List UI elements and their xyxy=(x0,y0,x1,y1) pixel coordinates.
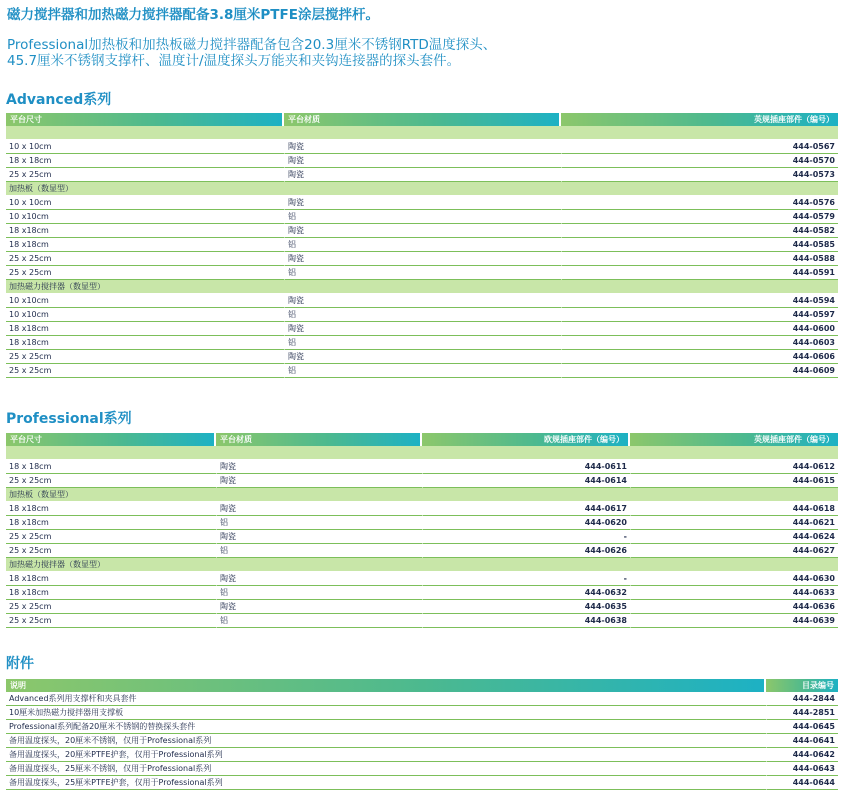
cell-size: 25 x 25cm xyxy=(6,168,284,182)
cell-code: 444-0582 xyxy=(561,224,838,238)
table-row xyxy=(6,322,838,336)
cell-uk-code: 444-0627 xyxy=(630,544,838,558)
professional-section-title: Professional系列 xyxy=(6,411,132,427)
col-header-uk-code: 英规插座部件（编号） xyxy=(630,433,838,446)
table-row xyxy=(6,544,838,558)
table-header-row xyxy=(6,433,838,446)
group-label-stirrer: 加热磁力搅拌器（数显型） xyxy=(6,280,838,294)
table-row xyxy=(6,776,838,790)
intro-line-1: 磁力搅拌器和加热磁力搅拌器配备3.8厘米PTFE涂层搅拌杆。 xyxy=(7,7,379,23)
cell-uk-code: 444-0630 xyxy=(630,572,838,586)
cell-size: 18 x18cm xyxy=(6,586,216,600)
cell-code: 444-0643 xyxy=(766,762,838,776)
cell-material: 陶瓷 xyxy=(284,154,561,168)
cell-material: 铝 xyxy=(216,586,422,600)
accessories-section-title: 附件 xyxy=(6,656,34,672)
cell-uk-code: 444-0633 xyxy=(630,586,838,600)
col-header-material: 平台材质 xyxy=(216,433,422,446)
cell-eu-code: - xyxy=(422,530,630,544)
table-header-row xyxy=(6,113,838,126)
table-row xyxy=(6,530,838,544)
cell-eu-code: 444-0617 xyxy=(422,502,630,516)
table-row xyxy=(6,294,838,308)
table-row xyxy=(6,252,838,266)
table-row xyxy=(6,336,838,350)
cell-material: 铝 xyxy=(216,544,422,558)
cell-size: 18 x 18cm xyxy=(6,154,284,168)
cell-material: 铝 xyxy=(284,308,561,322)
cell-size: 25 x 25cm xyxy=(6,614,216,628)
cell-size: 25 x 25cm xyxy=(6,252,284,266)
cell-code: 444-0591 xyxy=(561,266,838,280)
intro-line-2: Professional加热板和加热板磁力搅拌器配备包含20.3厘米不锈钢RTD温度探头、 xyxy=(7,37,497,53)
cell-material: 陶瓷 xyxy=(216,530,422,544)
cell-code: 444-0644 xyxy=(766,776,838,790)
cell-size: 18 x18cm xyxy=(6,224,284,238)
table-row xyxy=(6,364,838,378)
cell-size: 10 x 10cm xyxy=(6,140,284,154)
col-header-material: 平台材质 xyxy=(284,113,561,126)
cell-material: 陶瓷 xyxy=(216,600,422,614)
cell-code: 444-0597 xyxy=(561,308,838,322)
cell-code: 444-0567 xyxy=(561,140,838,154)
table-row xyxy=(6,460,838,474)
table-row xyxy=(6,266,838,280)
cell-code: 444-0642 xyxy=(766,748,838,762)
cell-size: 25 x 25cm xyxy=(6,530,216,544)
table-row xyxy=(6,210,838,224)
group-label-stirrer: 加热磁力搅拌器（数显型） xyxy=(6,558,838,572)
cell-size: 18 x18cm xyxy=(6,516,216,530)
table-row xyxy=(6,720,838,734)
cell-code: 444-0606 xyxy=(561,350,838,364)
cell-material: 陶瓷 xyxy=(284,224,561,238)
cell-size: 25 x 25cm xyxy=(6,266,284,280)
group-label-row xyxy=(6,488,838,502)
table-row xyxy=(6,614,838,628)
cell-code: 444-0588 xyxy=(561,252,838,266)
cell-material: 陶瓷 xyxy=(284,322,561,336)
cell-size: 25 x 25cm xyxy=(6,474,216,488)
cell-uk-code: 444-0636 xyxy=(630,600,838,614)
cell-code: 444-2844 xyxy=(766,692,838,706)
cell-material: 陶瓷 xyxy=(284,196,561,210)
cell-eu-code: - xyxy=(422,572,630,586)
advanced-table xyxy=(6,113,838,378)
cell-size: 25 x 25cm xyxy=(6,364,284,378)
cell-material: 铝 xyxy=(216,614,422,628)
table-row xyxy=(6,762,838,776)
cell-material: 铝 xyxy=(284,266,561,280)
cell-eu-code: 444-0614 xyxy=(422,474,630,488)
cell-size: 25 x 25cm xyxy=(6,350,284,364)
cell-material: 陶瓷 xyxy=(216,502,422,516)
cell-description: 备用温度探头，25厘米不锈钢，仅用于Professional系列 xyxy=(6,762,766,776)
cell-material: 铝 xyxy=(216,516,422,530)
cell-uk-code: 444-0612 xyxy=(630,460,838,474)
cell-size: 18 x18cm xyxy=(6,572,216,586)
col-header-size: 平台尺寸 xyxy=(6,433,216,446)
cell-eu-code: 444-0626 xyxy=(422,544,630,558)
table-row xyxy=(6,692,838,706)
cell-code: 444-0585 xyxy=(561,238,838,252)
professional-table xyxy=(6,433,838,628)
cell-material: 铝 xyxy=(284,364,561,378)
table-row xyxy=(6,734,838,748)
cell-code: 444-0573 xyxy=(561,168,838,182)
cell-description: 备用温度探头，20厘米PTFE护套，仅用于Professional系列 xyxy=(6,748,766,762)
cell-code: 444-0609 xyxy=(561,364,838,378)
cell-uk-code: 444-0624 xyxy=(630,530,838,544)
col-header-uk-code: 英规插座部件（编号） xyxy=(561,113,838,126)
table-row xyxy=(6,350,838,364)
cell-code: 444-0579 xyxy=(561,210,838,224)
cell-material: 铝 xyxy=(284,210,561,224)
group-label-row xyxy=(6,126,838,140)
cell-material: 陶瓷 xyxy=(216,460,422,474)
intro-line-3: 45.7厘米不锈钢支撑杆、温度计/温度探头万能夹和夹钩连接器的探头套件。 xyxy=(7,53,461,69)
table-row xyxy=(6,748,838,762)
cell-material: 陶瓷 xyxy=(284,252,561,266)
table-row xyxy=(6,502,838,516)
group-label-row xyxy=(6,446,838,460)
cell-material: 陶瓷 xyxy=(216,474,422,488)
cell-code: 444-0645 xyxy=(766,720,838,734)
table-row xyxy=(6,706,838,720)
cell-code: 444-2851 xyxy=(766,706,838,720)
cell-size: 25 x 25cm xyxy=(6,544,216,558)
cell-material: 铝 xyxy=(284,238,561,252)
advanced-section-title: Advanced系列 xyxy=(6,92,112,108)
cell-uk-code: 444-0639 xyxy=(630,614,838,628)
cell-description: 10厘米加热磁力搅拌器用支撑板 xyxy=(6,706,766,720)
cell-code: 444-0600 xyxy=(561,322,838,336)
table-row xyxy=(6,140,838,154)
cell-uk-code: 444-0621 xyxy=(630,516,838,530)
col-header-size: 平台尺寸 xyxy=(6,113,284,126)
cell-description: 备用温度探头，25厘米PTFE护套，仅用于Professional系列 xyxy=(6,776,766,790)
cell-uk-code: 444-0615 xyxy=(630,474,838,488)
table-row xyxy=(6,238,838,252)
table-row xyxy=(6,154,838,168)
cell-material: 陶瓷 xyxy=(284,168,561,182)
group-label-row xyxy=(6,558,838,572)
col-header-catalog-number: 目录编号 xyxy=(766,679,838,692)
cell-description: Professional系列配备20厘米不锈钢的替换探头套件 xyxy=(6,720,766,734)
cell-description: Advanced系列用支撑杆和夹具套件 xyxy=(6,692,766,706)
cell-material: 铝 xyxy=(284,336,561,350)
cell-size: 10 x 10cm xyxy=(6,196,284,210)
group-label-hotplate: 加热板（数显型） xyxy=(6,182,838,196)
cell-material: 陶瓷 xyxy=(284,140,561,154)
cell-code: 444-0603 xyxy=(561,336,838,350)
table-row xyxy=(6,600,838,614)
table-row xyxy=(6,308,838,322)
table-row xyxy=(6,474,838,488)
cell-size: 18 x18cm xyxy=(6,322,284,336)
table-row xyxy=(6,224,838,238)
accessories-table xyxy=(6,679,838,790)
group-label-row xyxy=(6,182,838,196)
table-row xyxy=(6,168,838,182)
cell-size: 18 x18cm xyxy=(6,238,284,252)
cell-material: 陶瓷 xyxy=(284,350,561,364)
cell-size: 10 x10cm xyxy=(6,210,284,224)
table-row xyxy=(6,516,838,530)
table-row xyxy=(6,196,838,210)
cell-eu-code: 444-0620 xyxy=(422,516,630,530)
table-row xyxy=(6,586,838,600)
cell-size: 18 x 18cm xyxy=(6,460,216,474)
cell-eu-code: 444-0611 xyxy=(422,460,630,474)
cell-size: 18 x18cm xyxy=(6,502,216,516)
group-label-row xyxy=(6,280,838,294)
cell-code: 444-0570 xyxy=(561,154,838,168)
cell-code: 444-0594 xyxy=(561,294,838,308)
cell-uk-code: 444-0618 xyxy=(630,502,838,516)
cell-size: 10 x10cm xyxy=(6,308,284,322)
group-label-hotplate: 加热板（数显型） xyxy=(6,488,838,502)
cell-size: 18 x18cm xyxy=(6,336,284,350)
cell-material: 陶瓷 xyxy=(216,572,422,586)
cell-size: 10 x10cm xyxy=(6,294,284,308)
cell-eu-code: 444-0635 xyxy=(422,600,630,614)
col-header-eu-code: 欧规插座部件（编号） xyxy=(422,433,630,446)
cell-material: 陶瓷 xyxy=(284,294,561,308)
table-header-row xyxy=(6,679,838,692)
cell-eu-code: 444-0638 xyxy=(422,614,630,628)
cell-size: 25 x 25cm xyxy=(6,600,216,614)
col-header-description: 说明 xyxy=(6,679,766,692)
cell-eu-code: 444-0632 xyxy=(422,586,630,600)
cell-code: 444-0641 xyxy=(766,734,838,748)
cell-code: 444-0576 xyxy=(561,196,838,210)
cell-description: 备用温度探头，20厘米不锈钢，仅用于Professional系列 xyxy=(6,734,766,748)
table-row xyxy=(6,572,838,586)
